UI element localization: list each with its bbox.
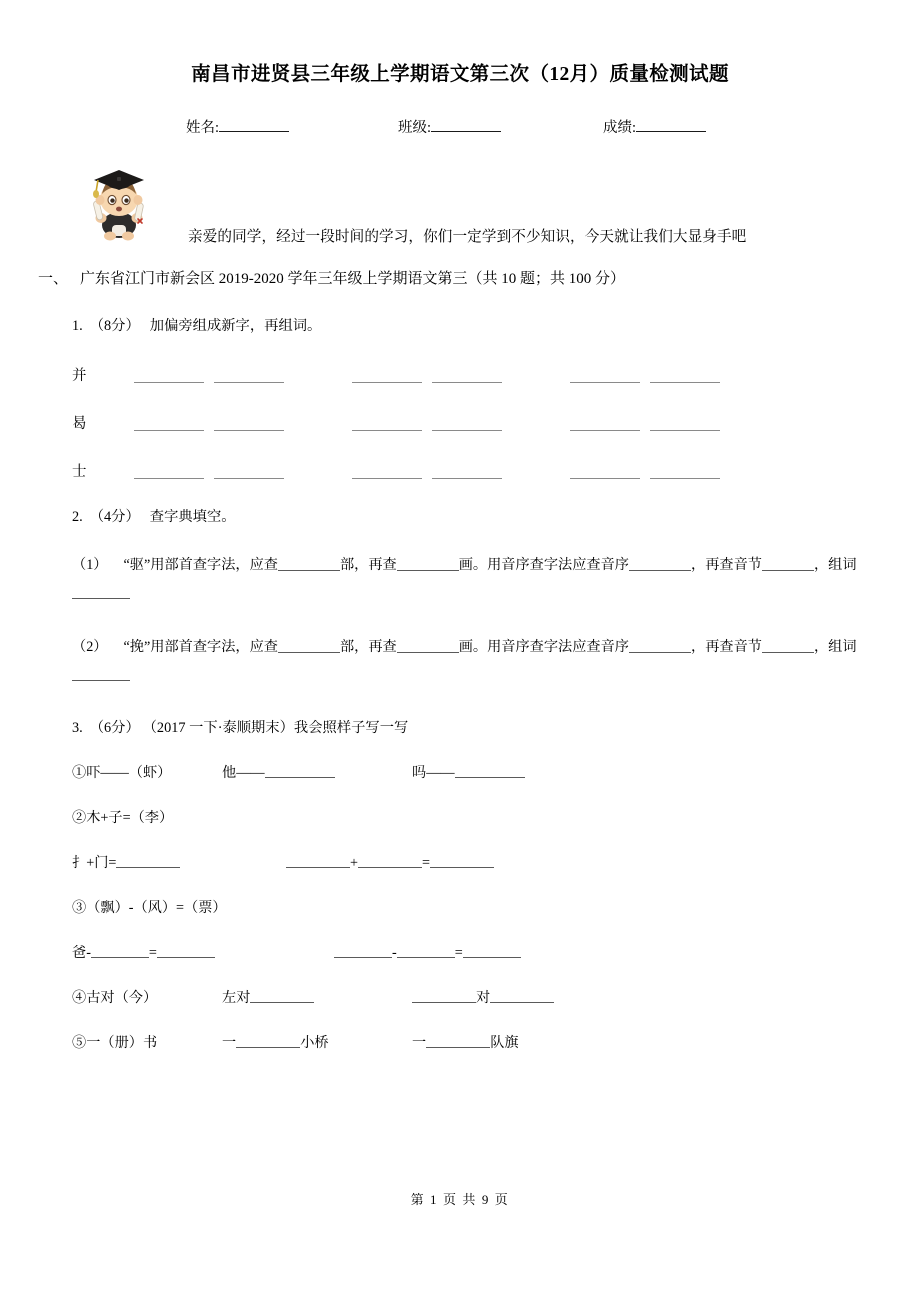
answer-blank[interactable] bbox=[412, 992, 476, 1003]
question-3-prompt: （2017 一下·泰顺期末）我会照样子写一写 bbox=[149, 719, 409, 736]
q3-item-c bbox=[412, 1032, 612, 1052]
identity-row bbox=[0, 116, 920, 137]
answer-blank[interactable] bbox=[157, 947, 215, 958]
char-label: 曷 bbox=[72, 415, 87, 432]
greeting-block bbox=[0, 163, 920, 255]
section-number: 一、 bbox=[38, 271, 69, 287]
answer-blank[interactable] bbox=[397, 947, 455, 958]
q3-item-b-label: 左对 bbox=[222, 989, 251, 1006]
q3-item-b bbox=[222, 987, 412, 1007]
question-2 bbox=[0, 506, 920, 690]
answer-blank[interactable] bbox=[352, 372, 422, 383]
char-label: 并 bbox=[72, 367, 87, 384]
q3-op-eq: = bbox=[422, 854, 431, 871]
char-row bbox=[72, 457, 880, 479]
sub-text-2: 部，再查 bbox=[339, 638, 397, 655]
score-field[interactable] bbox=[603, 116, 706, 137]
char-label: 士 bbox=[72, 463, 87, 480]
answer-blank[interactable] bbox=[650, 372, 720, 383]
q3-row-3 bbox=[72, 852, 880, 872]
sub-text-3: 画。用音序查字法应查音序 bbox=[458, 638, 629, 655]
section-header bbox=[0, 267, 920, 288]
answer-blank[interactable] bbox=[214, 468, 284, 479]
char-row bbox=[72, 361, 880, 383]
answer-blank[interactable] bbox=[278, 559, 340, 571]
score-label: 成绩: bbox=[603, 120, 637, 136]
question-1-prompt: 加偏旁组成新字，再组词。 bbox=[149, 318, 322, 334]
answer-blank[interactable] bbox=[334, 947, 392, 958]
name-label: 姓名: bbox=[186, 120, 220, 136]
q3-item-a-label: 爸- bbox=[72, 944, 91, 961]
answer-blank[interactable] bbox=[432, 468, 502, 479]
question-2-sub-2 bbox=[72, 633, 880, 690]
q3-op-plus: + bbox=[350, 854, 359, 871]
name-blank[interactable] bbox=[219, 119, 289, 132]
answer-blank[interactable] bbox=[214, 372, 284, 383]
answer-blank[interactable] bbox=[72, 669, 130, 681]
q3-item-c-label: 对 bbox=[476, 989, 491, 1006]
q3-item-mid bbox=[334, 945, 521, 962]
answer-blank[interactable] bbox=[650, 420, 720, 431]
answer-blank[interactable] bbox=[570, 420, 640, 431]
answer-blank[interactable] bbox=[286, 857, 350, 868]
q3-row-7 bbox=[72, 1032, 880, 1052]
sub-label: （1） bbox=[72, 557, 108, 573]
q3-item-c-label: 吗—— bbox=[412, 764, 455, 781]
q3-item-a bbox=[72, 942, 286, 962]
sub-text-5: ，组词 bbox=[813, 638, 857, 655]
answer-blank[interactable] bbox=[352, 468, 422, 479]
q3-item-c-pre: 一 bbox=[412, 1034, 427, 1051]
sub-text-4: ，再查音节 bbox=[691, 638, 762, 655]
answer-blank[interactable] bbox=[278, 641, 340, 653]
answer-blank[interactable] bbox=[134, 420, 204, 431]
greeting-text: 亲爱的同学，经过一段时间的学习，你们一定学到不少知识，今天就让我们大显身手吧 bbox=[188, 229, 747, 245]
q3-example: ①吓——（虾） bbox=[72, 764, 172, 781]
question-3-number: 3. bbox=[72, 719, 83, 736]
answer-blank[interactable] bbox=[91, 947, 149, 958]
sub-text-1: “挽”用部首查字法，应查 bbox=[123, 638, 278, 655]
question-1-head bbox=[72, 315, 880, 335]
q3-example: ②木+子=（李） bbox=[72, 809, 174, 826]
q3-example: ⑤一（册）书 bbox=[72, 1034, 158, 1051]
q3-item-b-post: 小桥 bbox=[300, 1034, 329, 1051]
q3-item-c bbox=[412, 987, 612, 1007]
q3-example: ③（飘）-（风）=（票） bbox=[72, 899, 227, 916]
graduate-student-icon bbox=[86, 163, 152, 241]
answer-blank[interactable] bbox=[134, 372, 204, 383]
char-row bbox=[72, 409, 880, 431]
sub-label: （2） bbox=[72, 638, 108, 655]
answer-blank[interactable] bbox=[463, 947, 521, 958]
answer-blank[interactable] bbox=[397, 559, 459, 571]
answer-blank[interactable] bbox=[629, 641, 691, 653]
answer-blank[interactable] bbox=[72, 587, 130, 599]
q3-item-mid bbox=[286, 855, 494, 872]
question-2-score: （4分） bbox=[89, 509, 140, 525]
answer-blank[interactable] bbox=[116, 857, 180, 868]
q3-row-5 bbox=[72, 942, 880, 962]
score-blank[interactable] bbox=[636, 119, 706, 132]
question-2-sub-1 bbox=[72, 551, 880, 608]
name-field[interactable] bbox=[186, 116, 398, 137]
answer-blank[interactable] bbox=[430, 857, 494, 868]
question-3-score: （6分） bbox=[89, 719, 140, 736]
class-blank[interactable] bbox=[431, 119, 501, 132]
q3-op-eq: = bbox=[148, 944, 157, 961]
class-field[interactable] bbox=[398, 116, 603, 137]
q3-item-b-pre: 一 bbox=[222, 1034, 237, 1051]
q3-item-b-label: 他—— bbox=[222, 764, 265, 781]
answer-blank[interactable] bbox=[762, 559, 814, 571]
answer-blank[interactable] bbox=[432, 372, 502, 383]
answer-blank[interactable] bbox=[762, 641, 814, 653]
answer-blank[interactable] bbox=[358, 857, 422, 868]
answer-blank[interactable] bbox=[250, 992, 314, 1003]
question-2-number: 2. bbox=[72, 509, 83, 525]
answer-blanks bbox=[134, 372, 730, 383]
answer-blank[interactable] bbox=[570, 468, 640, 479]
answer-blank[interactable] bbox=[397, 641, 459, 653]
answer-blank[interactable] bbox=[455, 767, 525, 778]
answer-blank[interactable] bbox=[570, 372, 640, 383]
answer-blanks bbox=[134, 468, 730, 479]
answer-blank[interactable] bbox=[134, 468, 204, 479]
sub-text-5: ，组词 bbox=[813, 557, 857, 573]
answer-blank[interactable] bbox=[629, 559, 691, 571]
sub-text-3: 画。用音序查字法应查音序 bbox=[458, 557, 629, 573]
q3-example: ④古对（今） bbox=[72, 989, 158, 1006]
q3-item-b bbox=[222, 1032, 412, 1052]
sub-text-2: 部，再查 bbox=[339, 557, 397, 573]
question-2-head bbox=[72, 506, 880, 526]
q3-op-eq: = bbox=[454, 944, 463, 961]
section-title: 广东省江门市新会区 2019-2020 学年三年级上学期语文第三（共 10 题；共 100 分） bbox=[80, 271, 626, 287]
question-1-number: 1. bbox=[72, 318, 83, 334]
answer-blank[interactable] bbox=[352, 420, 422, 431]
q3-row-1 bbox=[72, 762, 880, 782]
q3-item-a bbox=[72, 852, 222, 872]
answer-blank[interactable] bbox=[490, 992, 554, 1003]
class-label: 班级: bbox=[398, 120, 432, 136]
page-title: 南昌市进贤县三年级上学期语文第三次（12月）质量检测试题 bbox=[191, 64, 729, 85]
question-3-head bbox=[72, 717, 880, 737]
question-3 bbox=[0, 717, 920, 1052]
answer-blank[interactable] bbox=[426, 1037, 490, 1048]
q3-row-4 bbox=[72, 897, 880, 917]
q3-op-minus: - bbox=[392, 944, 397, 961]
answer-blank[interactable] bbox=[236, 1037, 300, 1048]
q3-item-c-post: 队旗 bbox=[490, 1034, 519, 1051]
q3-item-c bbox=[412, 762, 612, 782]
sub-text-4: ，再查音节 bbox=[691, 557, 762, 573]
q3-row-2 bbox=[72, 807, 880, 827]
question-1-score: （8分） bbox=[89, 318, 140, 334]
answer-blank[interactable] bbox=[265, 767, 335, 778]
answer-blank[interactable] bbox=[214, 420, 284, 431]
sub-text-1: “驱”用部首查字法，应查 bbox=[123, 557, 278, 573]
q3-item-b bbox=[222, 762, 412, 782]
question-1 bbox=[0, 315, 920, 479]
q3-row-6 bbox=[72, 987, 880, 1007]
page-footer: 第 1 页 共 9 页 bbox=[410, 1192, 510, 1207]
q3-item-a-label: 扌+门= bbox=[72, 854, 117, 871]
answer-blank[interactable] bbox=[432, 420, 502, 431]
answer-blanks bbox=[134, 420, 730, 431]
question-2-prompt: 查字典填空。 bbox=[149, 509, 236, 525]
answer-blank[interactable] bbox=[650, 468, 720, 479]
